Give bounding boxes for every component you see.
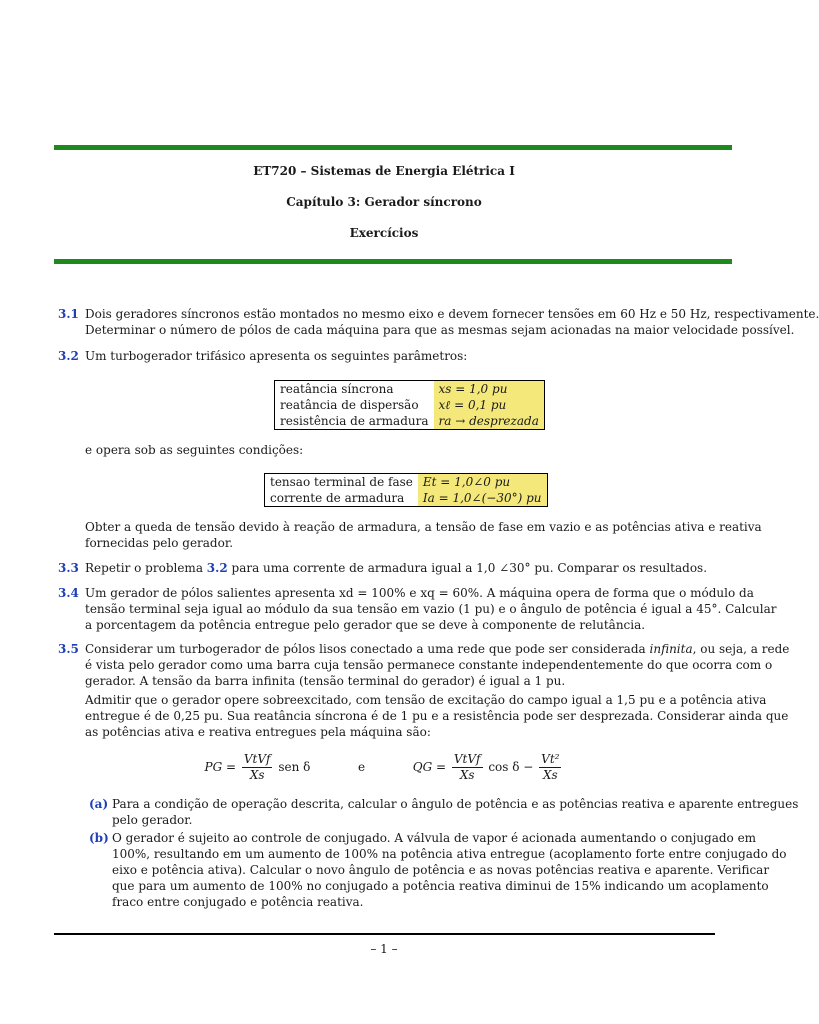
- exercise-number: 3.3: [58, 561, 79, 575]
- exercise-number: 3.1: [58, 307, 79, 321]
- fraction-numerator: Vt²: [541, 752, 560, 766]
- text-line: entregue é de 0,25 pu. Sua reatância síncrona é de 1 pu e a resistência pode ser desprezada. Considerar ainda que: [85, 709, 789, 723]
- param-label: resistência de armadura: [275, 413, 434, 430]
- text-line: fornecidas pelo gerador.: [85, 536, 234, 550]
- text-line: Admitir que o gerador opere sobreexcitado, com tensão de excitação do campo igual a 1,5 pu e a potência ativa: [85, 693, 767, 707]
- item-label-a: (a): [89, 797, 109, 811]
- pg-fraction: [242, 752, 273, 783]
- item-a-text: [112, 796, 799, 828]
- item-label-b: (b): [89, 831, 109, 845]
- course-title: ET720 – Sistemas de Energia Elétrica I: [253, 164, 515, 178]
- text-fragment: Repetir o problema: [85, 561, 203, 575]
- text-line: [85, 641, 790, 657]
- text-line: Para a condição de operação descrita, calcular o ângulo de potência e as potências reativa e aparente entregues: [112, 797, 799, 811]
- page-number: – 1 –: [370, 942, 398, 956]
- footer-rule: [54, 933, 715, 935]
- problem-reference-link[interactable]: 3.2: [206, 561, 228, 575]
- param-label: reatância de dispersão: [275, 397, 434, 413]
- text-fragment: para uma corrente de armadura igual a 1,0 ∠30° pu. Comparar os resultados.: [231, 561, 708, 575]
- item-b-text: [112, 830, 787, 910]
- param-label: reatância síncrona: [275, 381, 434, 398]
- conditions-table: [264, 473, 548, 507]
- exercise-number: 3.4: [58, 586, 79, 600]
- text-line: as potências ativa e reativa entregues pela máquina são:: [85, 725, 431, 739]
- text-line: que para um aumento de 100% no conjugado a potência reativa diminui de 15% indicando um acoplamento: [112, 879, 769, 893]
- table-row: [275, 413, 545, 430]
- text-line: tensão terminal seja igual ao módulo da sua tensão em vazio (1 pu) e o ângulo de potência é igual a 45°. Calcular: [85, 602, 777, 616]
- text-line: O gerador é sujeito ao controle de conjugado. A válvula de vapor é acionada aumentando o conjugado em: [112, 831, 757, 845]
- condition-label: tensao terminal de fase: [265, 474, 418, 491]
- header-bottom-rule: [54, 259, 732, 264]
- exercise-3-2-intro: Um turbogerador trifásico apresenta os seguintes parâmetros:: [85, 349, 468, 363]
- text-fragment: Considerar um turbogerador de pólos lisos conectado a uma rede que pode ser considerada: [85, 642, 646, 656]
- exercise-number: 3.2: [58, 349, 79, 363]
- exercise-3-4-text: [85, 585, 777, 633]
- qg-mid: cos δ −: [488, 760, 534, 774]
- parameters-table: [274, 380, 545, 430]
- condition-value: Et = 1,0∠0 pu: [418, 474, 547, 491]
- text-line: Um gerador de pólos salientes apresenta xd = 100% e xq = 60%. A máquina opera de forma que o módulo da: [85, 586, 754, 600]
- text-fragment: , ou seja, a rede: [692, 642, 790, 656]
- condition-value: Ia = 1,0∠(−30°) pu: [418, 490, 547, 507]
- table-row: [265, 490, 548, 507]
- text-line: Determinar o número de pólos de cada máquina para que as mesmas sejam acionadas na maior velocidade possível.: [85, 323, 795, 337]
- exercise-3-1-text: [85, 306, 819, 338]
- text-line: é vista pelo gerador como uma barra cuja tensão permanece constante independentemente do que ocorra com o: [85, 658, 773, 672]
- table-row: [265, 474, 548, 491]
- condition-label: corrente de armadura: [265, 490, 418, 507]
- table-row: [275, 381, 545, 398]
- section-title: Exercícios: [349, 226, 419, 240]
- qg-fraction-2: [539, 752, 561, 783]
- text-line: eixo e potência ativa). Calcular o novo ângulo de potência e as novas potências reativa e aparente. Verificar: [112, 863, 770, 877]
- fraction-numerator: VtVf: [243, 752, 271, 766]
- chapter-title: Capítulo 3: Gerador síncrono: [286, 195, 482, 209]
- text-line: 100%, resultando em um aumento de 100% na potência ativa entregue (acoplamento forte entre conjugado do: [112, 847, 787, 861]
- exercise-3-5-p2: [85, 692, 789, 740]
- conjunction: e: [358, 760, 366, 774]
- text-line: Dois geradores síncronos estão montados no mesmo eixo e devem fornecer tensões em 60 Hz e 50 Hz, respectivamente.: [85, 307, 819, 321]
- fraction-denominator: Xs: [459, 768, 475, 782]
- text-line: pelo gerador.: [112, 813, 193, 827]
- fraction-numerator: VtVf: [453, 752, 481, 766]
- text-line: Obter a queda de tensão devido à reação de armadura, a tensão de fase em vazio e as potências ativa e reativa: [85, 520, 762, 534]
- exercise-3-2-task: [85, 519, 762, 551]
- exercise-3-5-p1: [85, 641, 790, 689]
- emphasis-text: infinita: [649, 642, 693, 656]
- text-line: gerador. A tensão da barra infinita (tensão terminal do gerador) é igual a 1 pu.: [85, 674, 566, 688]
- conditions-intro: e opera sob as seguintes condições:: [85, 443, 304, 457]
- param-value: xℓ = 0,1 pu: [434, 397, 545, 413]
- param-value: xs = 1,0 pu: [434, 381, 545, 398]
- exercise-3-3-text: [85, 560, 715, 576]
- header-top-rule: [54, 145, 732, 150]
- text-line: a porcentagem da potência entregue pelo gerador que se deve à componente de relutância.: [85, 618, 646, 632]
- power-equations: [0, 752, 768, 783]
- table-row: [275, 397, 545, 413]
- qg-lhs: QG =: [412, 760, 447, 774]
- fraction-denominator: Xs: [542, 768, 558, 782]
- exercise-number: 3.5: [58, 642, 79, 656]
- qg-fraction: [452, 752, 483, 783]
- param-value: ra → desprezada: [434, 413, 545, 430]
- pg-tail: sen δ: [278, 760, 311, 774]
- fraction-denominator: Xs: [249, 768, 265, 782]
- pg-lhs: PG =: [204, 760, 237, 774]
- text-line: fraco entre conjugado e potência reativa.: [112, 895, 364, 909]
